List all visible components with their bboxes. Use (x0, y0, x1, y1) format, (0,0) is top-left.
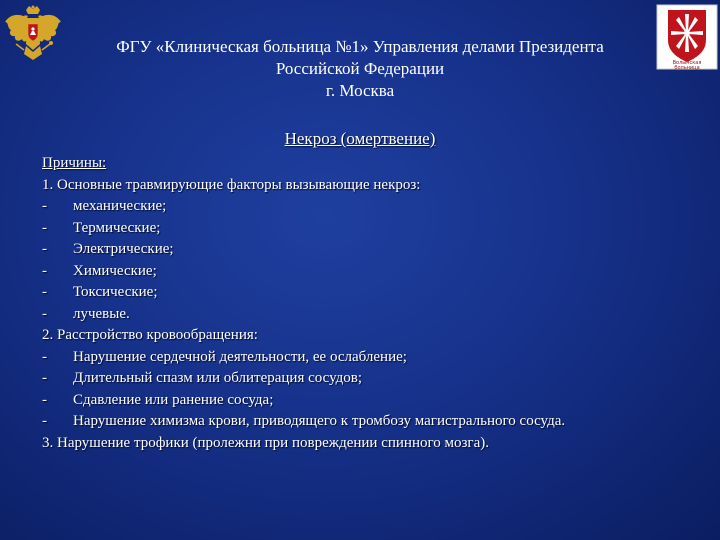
header (60, 36, 660, 102)
header-line-3: г. Москва (325, 81, 395, 100)
list-item: - Химические; (42, 262, 157, 279)
emblem-caption-line1: Волынская (672, 60, 702, 66)
list-item: - механические; (42, 198, 167, 214)
cause-item-3: 3. Нарушение трофики (пролежни при повреждении спинного мозга). (42, 434, 489, 451)
list-item: - лучевые. (42, 305, 130, 322)
cause-item-1: 1. Основные травмирующие факторы вызывающие некроз: (42, 176, 421, 193)
emblem-caption-line2: больница (674, 65, 700, 70)
list-item: - Токсические; (42, 284, 158, 300)
header-line-1: ФГУ «Клиническая больница №1» Управления делами Президента (116, 37, 604, 56)
slide-body (42, 153, 712, 454)
list-item: - Электрические; (42, 241, 174, 257)
list-item: - Длительный спазм или облитерация сосудов; (42, 370, 363, 386)
coat-of-arms-icon (2, 4, 64, 70)
slide-title (0, 129, 720, 149)
list-item: - Нарушение сердечной деятельности, ее ослабление; (42, 348, 407, 365)
list-item: - Сдавление или ранение сосуда; (42, 391, 274, 408)
cause-item-2: 2. Расстройство кровообращения: (42, 327, 258, 343)
list-item: - Нарушение химизма крови, приводящего к тромбозу магистрального сосуда. (42, 413, 566, 429)
causes-label: Причины: (42, 155, 107, 171)
slide-title-text: Некроз (омертвение) (284, 129, 436, 148)
list-item: - Термические; (42, 219, 161, 236)
hospital-emblem-icon (656, 4, 718, 70)
header-line-2: Российской Федерации (275, 59, 445, 78)
